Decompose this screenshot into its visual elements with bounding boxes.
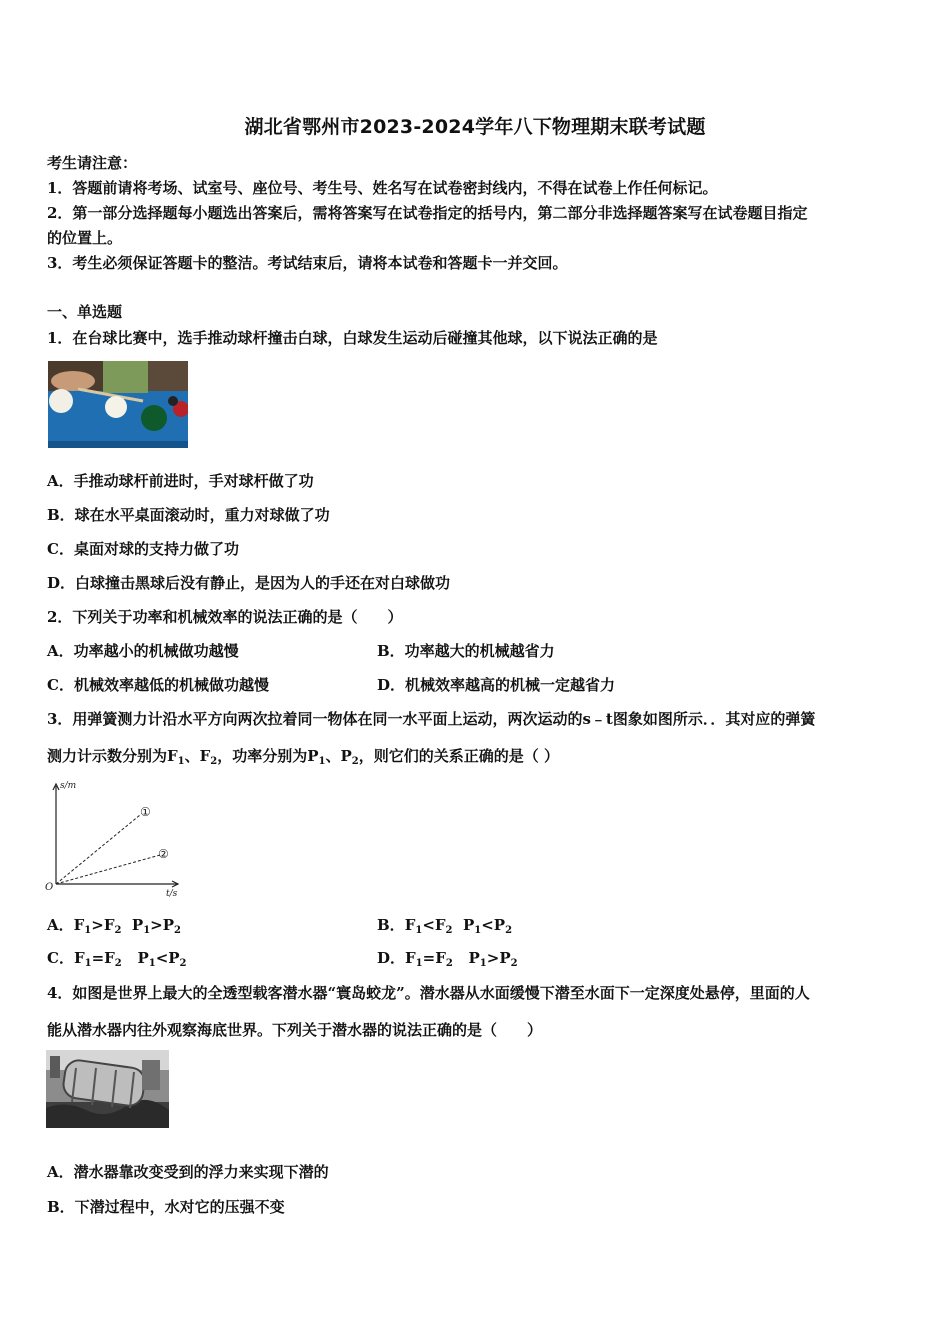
- question-1-option-b: B．球在水平桌面滚动时，重力对球做了功: [47, 506, 330, 524]
- line-1: [56, 815, 140, 884]
- notice-item: 1．答题前请将考场、试室号、座位号、考生号、姓名写在试卷密封线内，不得在试卷上作任何标记。: [47, 179, 718, 197]
- question-1-stem: 1．在台球比赛中，选手推动球杆撞击白球，白球发生运动后碰撞其他球，以下说法正确的是: [47, 329, 658, 347]
- billiards-photo: [48, 361, 188, 448]
- graph-line2-label: ②: [158, 847, 169, 861]
- graph-line1-label: ①: [140, 805, 151, 819]
- graph-ylabel: s/m: [60, 781, 77, 791]
- question-1-option-d: D．白球撞击黑球后没有静止，是因为人的手还在对白球做功: [47, 574, 451, 592]
- notice-item: 的位置上。: [47, 229, 123, 247]
- question-4-option-b: B．下潜过程中，水对它的压强不变: [47, 1198, 285, 1216]
- question-3-option-b: B．$F_1<F_2$ $P_1<P_2$: [377, 916, 513, 936]
- question-2-option-d: D．机械效率越高的机械一定越省力: [377, 676, 616, 694]
- notice-item: 2．第一部分选择题每小题选出答案后，需将答案写在试卷指定的括号内，第二部分非选择题答案写在试卷题目指定: [47, 204, 808, 222]
- s-t-graph: [44, 778, 184, 898]
- graph-xlabel: t/s: [166, 889, 178, 898]
- question-4-option-a: A．潜水器靠改变受到的浮力来实现下潜的: [47, 1163, 329, 1181]
- line-2: [56, 855, 160, 884]
- question-4-stem-line1: 4．如图是世界上最大的全透型载客潜水器“寰岛蛟龙”。潜水器从水面缓慢下潜至水面下一定深度处悬停，里面的人: [47, 984, 810, 1002]
- submersible-photo: [46, 1050, 169, 1128]
- notice-heading: 考生请注意：: [47, 154, 138, 172]
- question-1-option-a: A．手推动球杆前进时，手对球杆做了功: [47, 472, 314, 490]
- notice-item: 3．考生必须保证答题卡的整洁。考试结束后，请将本试卷和答题卡一并交回。: [47, 254, 568, 272]
- question-3-option-d: D．$F_1=F_2$ $P_1>P_2$: [377, 949, 518, 969]
- question-3-option-c: C．$F_1=F_2$ $P_1<P_2$: [47, 949, 187, 969]
- question-3-stem-line1: 3．用弹簧测力计沿水平方向两次拉着同一物体在同一水平面上运动，两次运动的s﹣t图象如图所示．．其对应的弹簧: [47, 710, 816, 728]
- question-3-stem-line2: 测力计示数分别为$F_1$、$F_2$，功率分别为$P_1$、$P_2$，则它们的关系正确的是（ ）: [47, 747, 559, 767]
- question-4-stem-line2: 能从潜水器内往外观察海底世界。下列关于潜水器的说法正确的是（ ）: [47, 1021, 543, 1039]
- question-2-option-b: B．功率越大的机械越省力: [377, 642, 555, 660]
- page-title: 湖北省鄂州市2023-2024学年八下物理期末联考试题: [244, 116, 706, 138]
- graph-origin: O: [45, 882, 54, 893]
- section-heading: 一、单选题: [47, 303, 123, 321]
- question-2-stem: 2．下列关于功率和机械效率的说法正确的是（ ）: [47, 608, 403, 626]
- question-2-option-a: A．功率越小的机械做功越慢: [47, 642, 239, 660]
- question-3-option-a: A．$F_1>F_2$ $P_1>P_2$: [47, 916, 181, 936]
- question-2-option-c: C．机械效率越低的机械做功越慢: [47, 676, 269, 694]
- question-1-option-c: C．桌面对球的支持力做了功: [47, 540, 239, 558]
